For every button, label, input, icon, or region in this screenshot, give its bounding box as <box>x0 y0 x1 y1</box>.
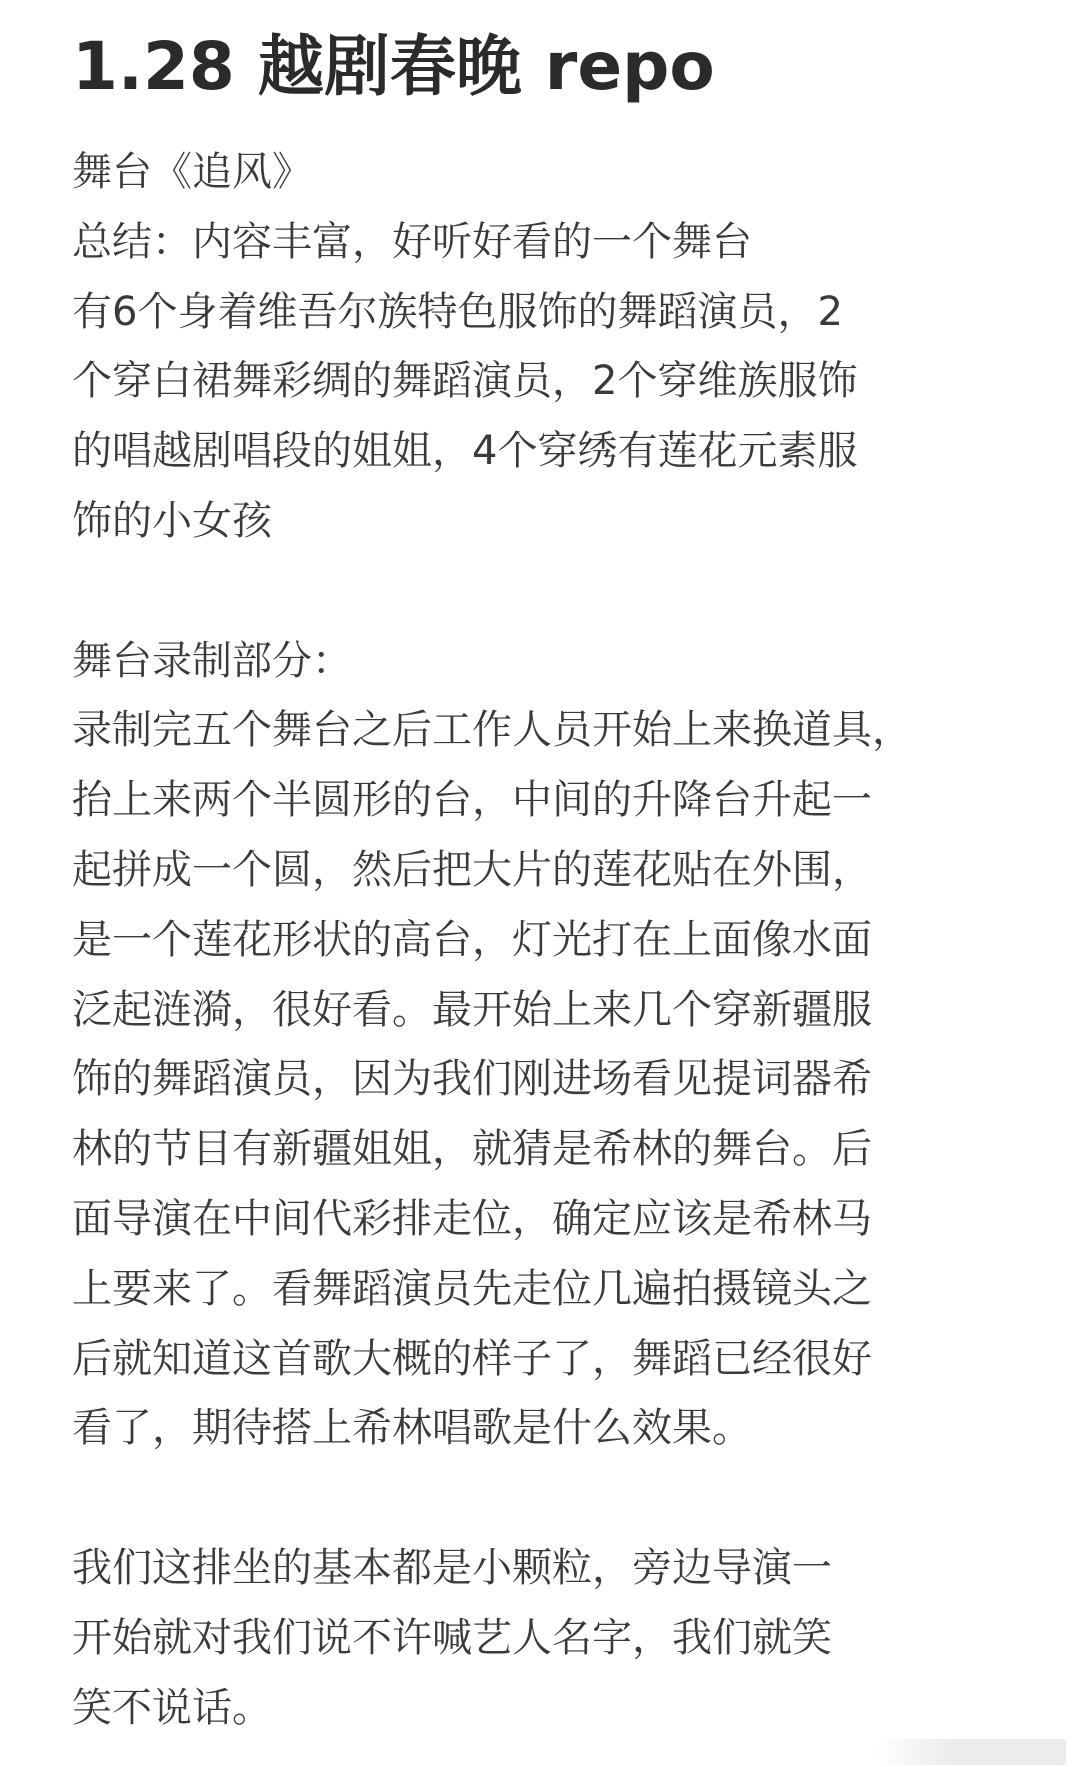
text-line: 开始就对我们说不许喊艺人名字，我们就笑 <box>72 1614 832 1661</box>
text-line: 起拼成一个圆，然后把大片的莲花贴在外围， <box>72 846 872 893</box>
text-line: 看了，期待搭上希林唱歌是什么效果。 <box>72 1405 752 1452</box>
text-line: 抬上来两个半圆形的台，中间的升降台升起一 <box>72 777 872 824</box>
text-line: 有6个身着维吾尔族特色服饰的舞蹈演员，2 <box>72 288 843 335</box>
text-line: 饰的小女孩 <box>72 497 272 544</box>
faded-watermark <box>876 1739 1066 1765</box>
paragraph-break <box>72 1464 1012 1534</box>
text-line: 饰的舞蹈演员，因为我们刚进场看见提词器希 <box>72 1056 872 1103</box>
text-line: 上要来了。看舞蹈演员先走位几遍拍摄镜头之 <box>72 1265 872 1312</box>
text-line: 个穿白裙舞彩绸的舞蹈演员，2个穿维族服饰 <box>72 358 858 405</box>
text-line: 的唱越剧唱段的姐姐，4个穿绣有莲花元素服 <box>72 428 858 475</box>
text-line: 总结：内容丰富，好听好看的一个舞台 <box>72 218 752 265</box>
text-line: 笑不说话。 <box>72 1684 272 1731</box>
text-line: 面导演在中间代彩排走位，确定应该是希林马 <box>72 1195 872 1242</box>
text-line: 是一个莲花形状的高台，灯光打在上面像水面 <box>72 916 872 963</box>
post-body <box>72 138 1012 1743</box>
text-line: 我们这排坐的基本都是小颗粒，旁边导演一 <box>72 1544 832 1591</box>
post-title: 1.28 越剧春晚 repo <box>72 28 715 105</box>
text-line: 林的节目有新疆姐姐，就猜是希林的舞台。后 <box>72 1126 872 1173</box>
text-line: 泛起涟漪，很好看。最开始上来几个穿新疆服 <box>72 986 872 1033</box>
text-line: 舞台《追风》 <box>72 149 312 195</box>
text-line: 舞台录制部分： <box>72 637 352 684</box>
text-line: 录制完五个舞台之后工作人员开始上来换道具， <box>72 707 912 754</box>
paragraph-break <box>72 557 1012 627</box>
text-line: 后就知道这首歌大概的样子了，舞蹈已经很好 <box>72 1335 872 1382</box>
